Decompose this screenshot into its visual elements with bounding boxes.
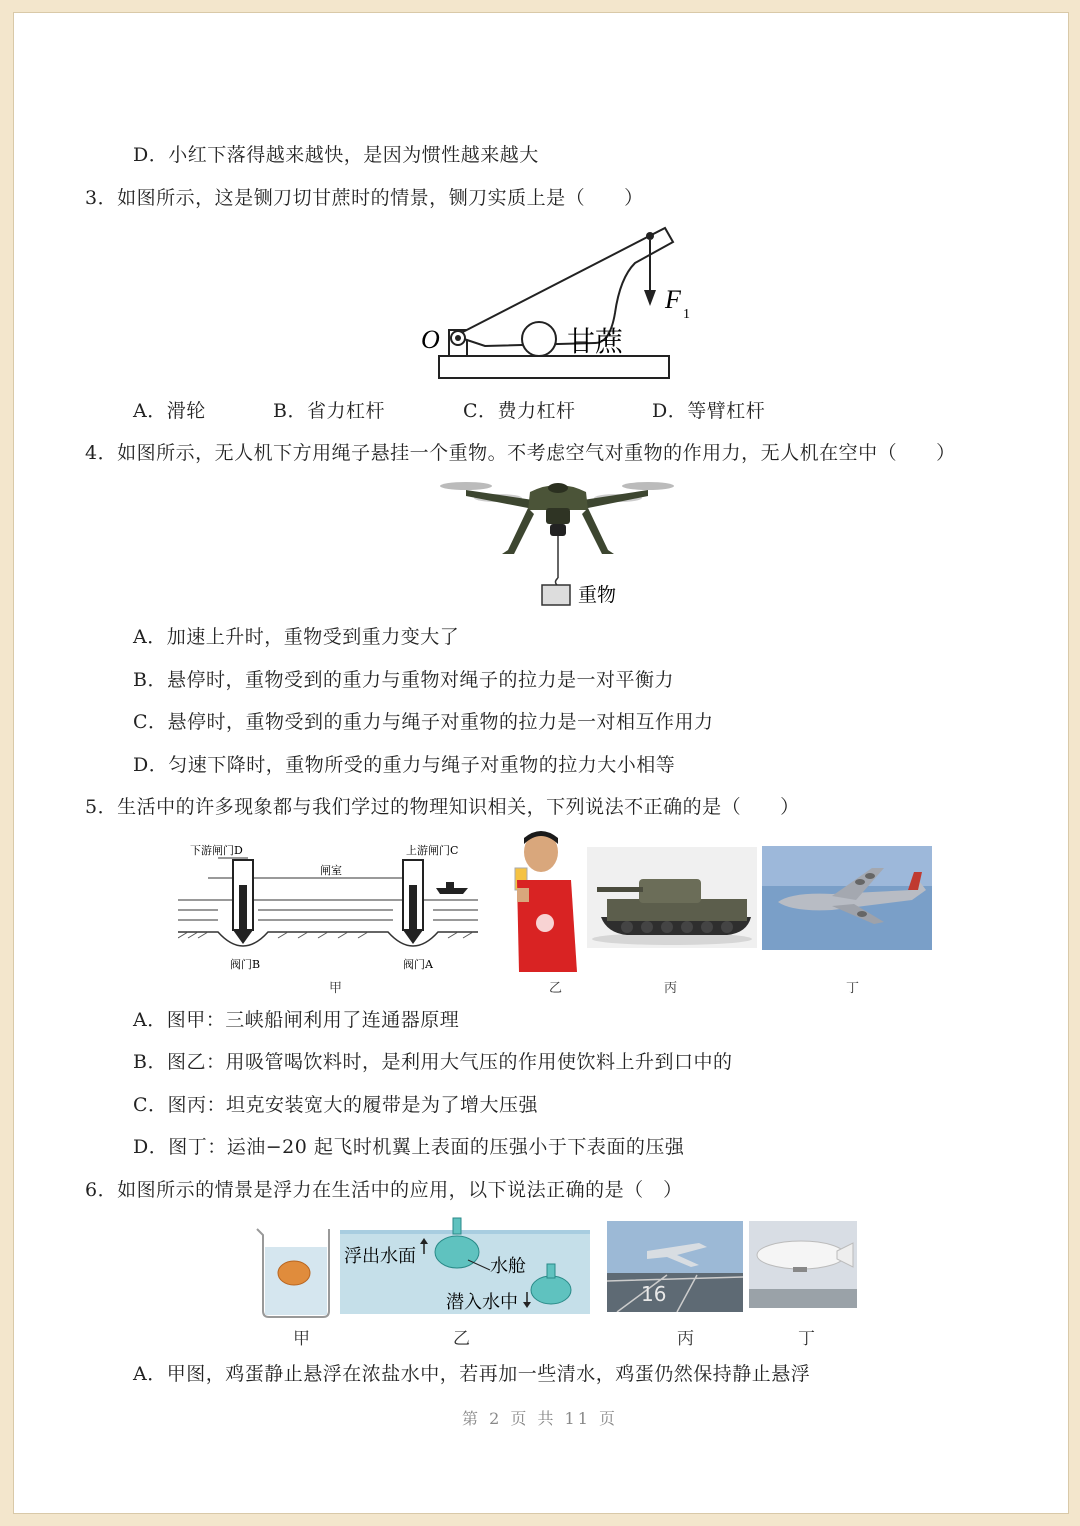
fig5-caption-ding: 丁: [846, 981, 860, 996]
fig6-caption-jia: 甲: [293, 1329, 310, 1349]
q5-option-b: B．图乙：用吸管喝饮料时，是利用大气压的作用使饮料上升到口中的: [133, 1051, 733, 1073]
ship-lock-figure: [178, 840, 483, 980]
question-4: 4．如图所示，无人机下方用绳子悬挂一个重物。不考虑空气对重物的作用力，无人机在空中（ ）: [85, 442, 956, 464]
fig5-caption-jia: 甲: [329, 981, 343, 996]
submarine-figure: [340, 1208, 590, 1314]
valve-b-label: 阀门B: [230, 958, 261, 971]
ballast-tank-label: 水舱: [490, 1256, 526, 1277]
guillotine-figure: [415, 218, 695, 383]
question-6: 6．如图所示的情景是浮力在生活中的应用，以下说法正确的是（ ）: [85, 1179, 683, 1201]
fig5-caption-yi: 乙: [549, 981, 563, 996]
downstream-gate-d-label: 下游闸门D: [190, 844, 243, 857]
fig6-caption-ding: 丁: [798, 1329, 815, 1349]
q4-option-b: B．悬停时，重物受到的重力与重物对绳子的拉力是一对平衡力: [133, 669, 674, 691]
force-f-label: F: [665, 285, 681, 314]
rise-label: 浮出水面: [344, 1246, 416, 1267]
q3-option-b: B．省力杠杆: [273, 400, 385, 422]
q4-option-d: D．匀速下降时，重物所受的重力与绳子对重物的拉力大小相等: [133, 754, 676, 776]
upstream-gate-c-label: 上游闸门C: [406, 844, 459, 857]
q6-option-a: A．甲图，鸡蛋静止悬浮在浓盐水中，若再加一些清水，鸡蛋仍然保持静止悬浮: [133, 1363, 811, 1385]
q5-option-c: C．图丙：坦克安装宽大的履带是为了增大压强: [133, 1094, 539, 1116]
egg-beaker-figure: [253, 1225, 335, 1319]
boy-drinking-photo: [507, 828, 583, 972]
pivot-o-label: O: [421, 325, 440, 354]
sugarcane-label: 甘蔗: [567, 325, 624, 358]
q3-option-c: C．费力杠杆: [463, 400, 576, 422]
drone-figure: [438, 470, 678, 612]
fig6-caption-bing: 丙: [677, 1329, 694, 1349]
fig6-caption-yi: 乙: [453, 1329, 470, 1349]
valve-a-label: 阀门A: [403, 958, 433, 971]
q5-option-a: A．图甲：三峡船闸利用了连通器原理: [133, 1009, 460, 1031]
page-footer: 第 2 页 共 11 页: [462, 1409, 618, 1428]
weight-label: 重物: [578, 584, 617, 606]
transport-plane-photo: [762, 846, 932, 950]
q2-option-d: D．小红下落得越来越快，是因为惯性越来越大: [133, 144, 539, 166]
dive-label: 潜入水中: [446, 1292, 518, 1313]
carrier-jet-photo: [607, 1221, 743, 1312]
airship-photo: [749, 1221, 857, 1308]
q4-option-c: C．悬停时，重物受到的重力与绳子对重物的拉力是一对相互作用力: [133, 711, 714, 733]
q5-option-d: D．图丁：运油−20 起飞时机翼上表面的压强小于下表面的压强: [133, 1136, 685, 1158]
lock-chamber-label: 闸室: [320, 864, 342, 877]
q3-option-a: A．滑轮: [133, 400, 206, 422]
q3-option-d: D．等臂杠杆: [652, 400, 766, 422]
question-5: 5．生活中的许多现象都与我们学过的物理知识相关，下列说法不正确的是（ ）: [85, 796, 800, 818]
question-3: 3．如图所示，这是铡刀切甘蔗时的情景，铡刀实质上是（ ）: [85, 187, 644, 209]
tank-photo: [587, 847, 757, 948]
fig5-caption-bing: 丙: [664, 981, 678, 996]
force-subscript: 1: [683, 307, 690, 322]
q4-option-a: A．加速上升时，重物受到重力变大了: [133, 626, 460, 648]
deck-number: 16: [641, 1282, 667, 1306]
